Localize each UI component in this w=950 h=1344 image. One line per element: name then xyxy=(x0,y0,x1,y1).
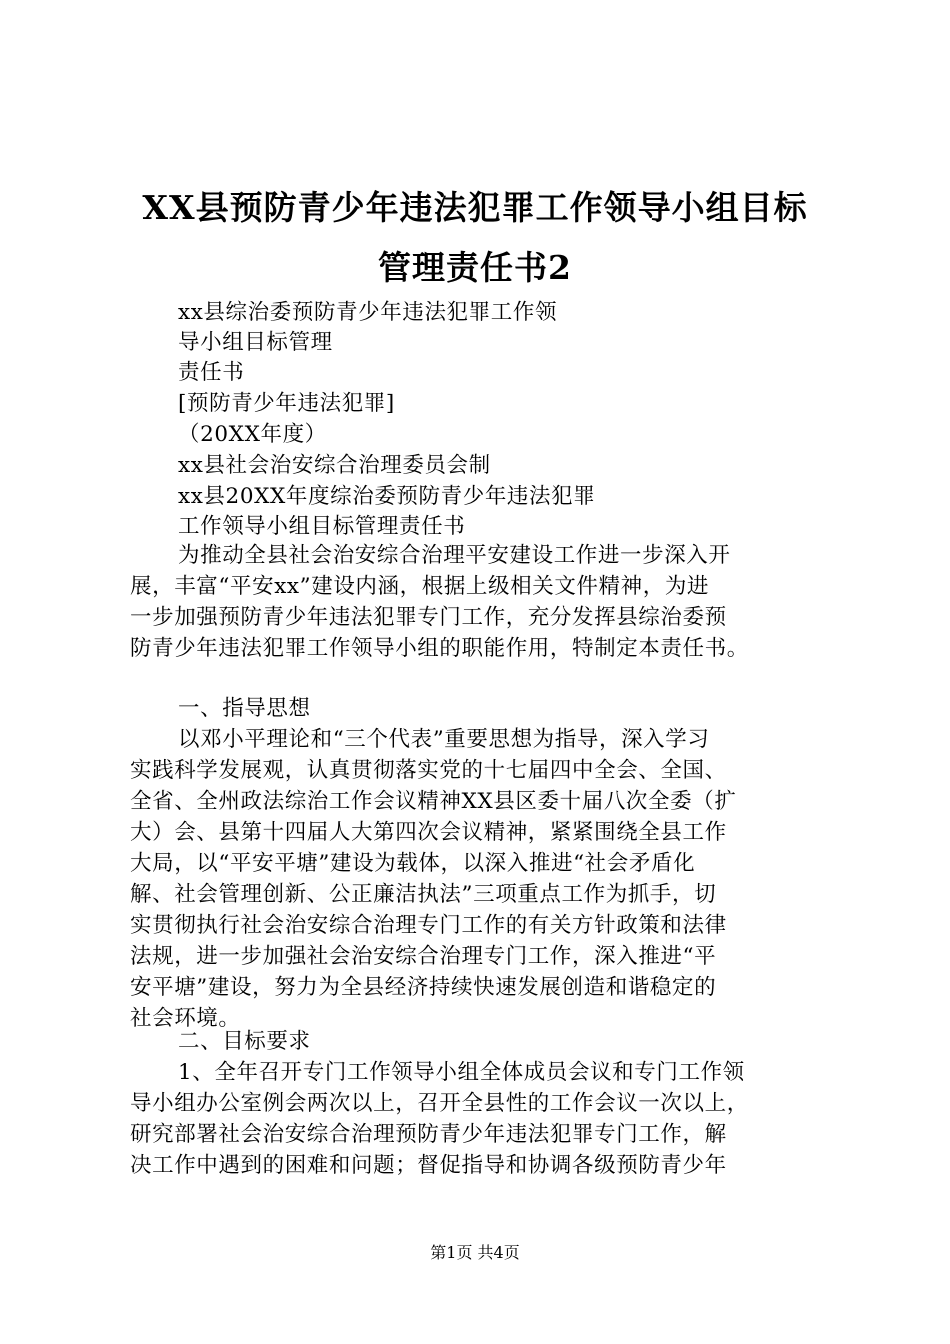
paragraph-line: 实贯彻执行社会治安综合治理专门工作的有关方针政策和法律 xyxy=(130,913,727,938)
paragraph-line: 研究部署社会治安综合治理预防青少年违法犯罪专门工作，解 xyxy=(130,1122,727,1147)
paragraph-line: 决工作中遇到的困难和问题；督促指导和协调各级预防青少年 xyxy=(130,1153,727,1178)
paragraph-line: 以邓小平理论和“三个代表”重要思想为指导，深入学习 xyxy=(178,727,710,752)
body-line: xx县社会治安综合治理委员会制 xyxy=(178,453,491,478)
paragraph-line: 一步加强预防青少年违法犯罪专门工作，充分发挥县综治委预 xyxy=(130,605,727,630)
paragraph-line: 社会环境。 xyxy=(130,1006,241,1031)
paragraph-line: 大局，以“平安平塘”建设为载体，以深入推进“社会矛盾化 xyxy=(130,851,696,876)
body-line: 责任书 xyxy=(178,360,245,385)
body-line: xx县20XX年度综治委预防青少年违法犯罪 xyxy=(178,484,596,509)
body-line: 导小组目标管理 xyxy=(178,330,333,355)
paragraph-line: 1、全年召开专门工作领导小组全体成员会议和专门工作领 xyxy=(178,1060,745,1085)
paragraph-line: 法规，进一步加强社会治安综合治理专门工作，深入推进“平 xyxy=(130,944,717,969)
body-line: [预防青少年违法犯罪] xyxy=(178,391,395,416)
page-footer: 第1页 共4页 xyxy=(430,1243,520,1262)
document-title-line-1: XX县预防青少年违法犯罪工作领导小组目标 xyxy=(142,188,808,227)
body-line: xx县综治委预防青少年违法犯罪工作领 xyxy=(178,300,558,325)
section-heading: 一、指导思想 xyxy=(178,696,311,721)
document-title-line-2: 管理责任书2 xyxy=(378,248,572,287)
paragraph-line: 导小组办公室例会两次以上，召开全县性的工作会议一次以上， xyxy=(130,1091,749,1116)
paragraph-line: 展，丰富“平安xx”建设内涵，根据上级相关文件精神，为进 xyxy=(130,574,710,599)
paragraph-line: 安平塘”建设，努力为全县经济持续快速发展创造和谐稳定的 xyxy=(130,975,717,1000)
section-heading: 二、目标要求 xyxy=(178,1029,311,1054)
paragraph-line: 解、社会管理创新、公正廉洁执法”三项重点工作为抓手，切 xyxy=(130,882,717,907)
body-line: （20XX年度） xyxy=(178,422,327,447)
paragraph-line: 防青少年违法犯罪工作领导小组的职能作用，特制定本责任书。 xyxy=(130,636,749,661)
paragraph-line: 大）会、县第十四届人大第四次会议精神，紧紧围绕全县工作 xyxy=(130,820,727,845)
paragraph-line: 为推动全县社会治安综合治理平安建设工作进一步深入开 xyxy=(178,543,731,568)
paragraph-line: 全省、全州政法综治工作会议精神XX县区委十届八次全委（扩 xyxy=(130,789,737,814)
body-line: 工作领导小组目标管理责任书 xyxy=(178,514,466,539)
paragraph-line: 实践科学发展观，认真贯彻落实党的十七届四中全会、全国、 xyxy=(130,758,727,783)
